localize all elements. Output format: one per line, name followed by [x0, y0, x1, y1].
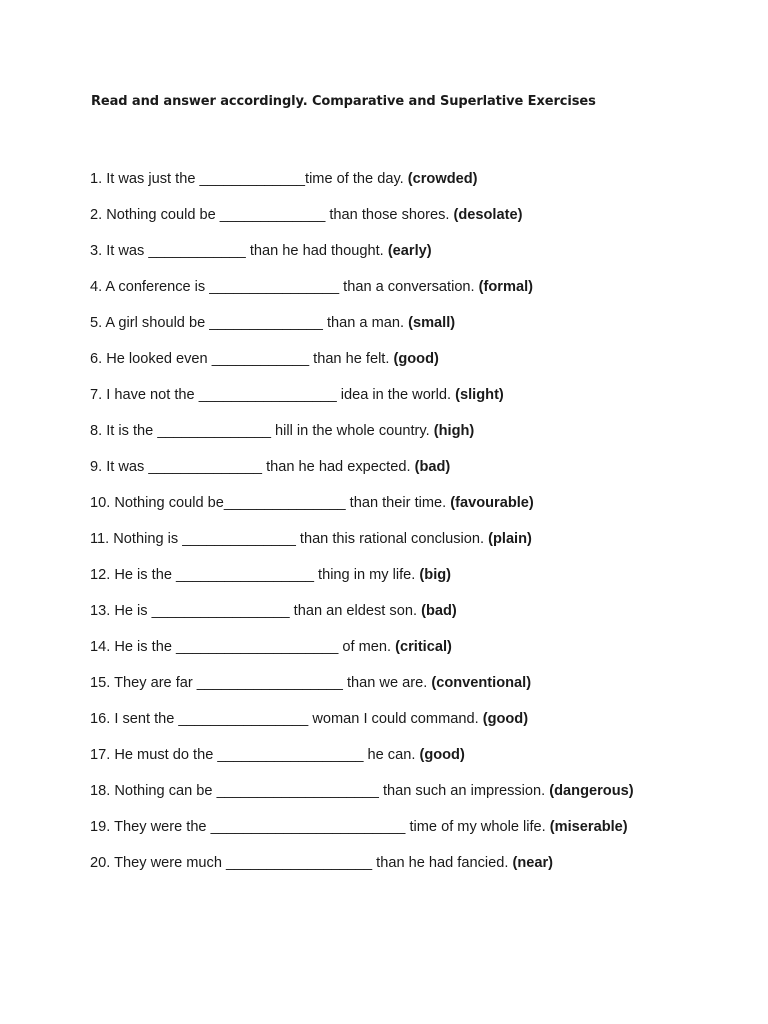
exercise-item: [90, 601, 634, 637]
exercise-item: [90, 745, 634, 781]
exercise-hint: (dangerous): [549, 783, 634, 799]
worksheet-title: Read and answer accordingly. Comparative and Superlative Exercises: [91, 94, 596, 109]
exercise-item: [90, 709, 634, 745]
exercise-item: [90, 457, 634, 493]
exercise-text: 20. They were much __________________ than he had fancied.: [90, 855, 509, 871]
exercise-hint: (plain): [488, 531, 532, 547]
exercise-text: 6. He looked even ____________ than he felt.: [90, 351, 390, 367]
exercise-text: 8. It is the ______________ hill in the whole country.: [90, 423, 430, 439]
exercise-list: [90, 169, 634, 889]
exercise-hint: (good): [393, 351, 439, 367]
exercise-item: [90, 637, 634, 673]
exercise-text: 12. He is the _________________ thing in my life.: [90, 567, 416, 583]
exercise-text: 14. He is the ____________________ of men.: [90, 639, 392, 655]
exercise-text: 11. Nothing is ______________ than this rational conclusion.: [90, 531, 485, 547]
exercise-text: 4. A conference is ________________ than a conversation.: [90, 279, 475, 295]
exercise-hint: (formal): [478, 279, 533, 295]
exercise-hint: (near): [512, 855, 554, 871]
exercise-hint: (early): [387, 243, 432, 259]
exercise-item: [90, 313, 634, 349]
exercise-hint: (conventional): [431, 675, 532, 691]
exercise-text: 3. It was ____________ than he had thought.: [90, 243, 384, 259]
exercise-item: [90, 385, 634, 421]
exercise-item: [90, 817, 634, 853]
exercise-text: 19. They were the ________________________ time of my whole life.: [90, 819, 546, 835]
exercise-hint: (desolate): [453, 207, 523, 223]
exercise-text: 7. I have not the _________________ idea in the world.: [90, 387, 452, 403]
exercise-text: 10. Nothing could be_______________ than their time.: [90, 495, 447, 511]
exercise-hint: (favourable): [450, 495, 534, 511]
exercise-text: 17. He must do the __________________ he can.: [90, 747, 416, 763]
exercise-item: [90, 673, 634, 709]
exercise-hint: (good): [419, 747, 465, 763]
exercise-hint: (critical): [395, 639, 452, 655]
exercise-text: 9. It was ______________ than he had expected.: [90, 459, 411, 475]
exercise-item: [90, 169, 634, 205]
exercise-hint: (bad): [421, 603, 457, 619]
exercise-hint: (big): [419, 567, 452, 583]
exercise-hint: (bad): [414, 459, 451, 475]
exercise-item: [90, 781, 634, 817]
exercise-text: 2. Nothing could be _____________ than those shores.: [90, 207, 450, 223]
exercise-item: [90, 205, 634, 241]
exercise-text: 13. He is _________________ than an eldest son.: [90, 603, 418, 619]
exercise-item: [90, 853, 634, 889]
exercise-item: [90, 493, 634, 529]
exercise-text: 1. It was just the _____________time of the day.: [90, 171, 404, 187]
exercise-text: 15. They are far __________________ than we are.: [90, 675, 428, 691]
exercise-hint: (miserable): [549, 819, 628, 835]
exercise-item: [90, 421, 634, 457]
exercise-hint: (good): [482, 711, 529, 727]
exercise-item: [90, 529, 634, 565]
exercise-hint: (crowded): [407, 171, 478, 187]
exercise-item: [90, 277, 634, 313]
exercise-item: [90, 565, 634, 601]
exercise-item: [90, 241, 634, 277]
exercise-text: 18. Nothing can be ____________________ than such an impression.: [90, 783, 546, 799]
exercise-text: 16. I sent the ________________ woman I could command.: [90, 711, 479, 727]
exercise-item: [90, 349, 634, 385]
exercise-hint: (small): [408, 315, 456, 331]
exercise-hint: (slight): [455, 387, 504, 403]
exercise-hint: (high): [433, 423, 475, 439]
exercise-text: 5. A girl should be ______________ than a man.: [90, 315, 405, 331]
